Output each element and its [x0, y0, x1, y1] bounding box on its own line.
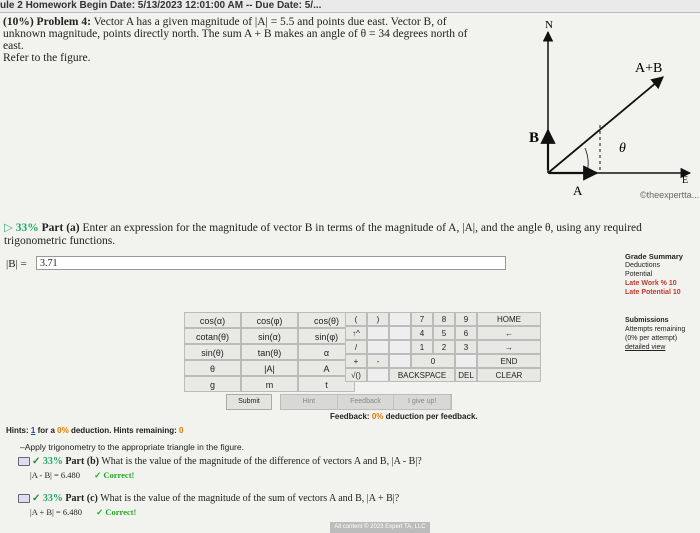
part-c-answer-row — [30, 507, 136, 518]
key-blank — [389, 312, 411, 326]
hints-pct: 0% — [57, 426, 69, 435]
mail-icon — [18, 457, 30, 466]
per-attempt: (0% per attempt) — [625, 335, 678, 342]
key-divide[interactable]: / — [345, 340, 367, 354]
func-button[interactable]: cos(θ) — [298, 312, 355, 328]
east-label: E — [682, 175, 689, 186]
theta-label: θ — [619, 141, 626, 156]
key-3[interactable]: 3 — [455, 340, 477, 354]
key-power[interactable]: ↑^ — [345, 326, 367, 340]
key-sqrt[interactable]: √() — [345, 368, 367, 382]
angle-arc — [585, 148, 588, 173]
b-label: B — [529, 130, 540, 146]
grade-potential: Potential — [625, 271, 653, 278]
part-a-pct: 33% — [15, 222, 39, 234]
part-b-label: Part (b) — [65, 456, 99, 467]
key-blank — [455, 354, 477, 368]
func-button[interactable]: g — [184, 376, 241, 392]
key-9[interactable]: 9 — [455, 312, 477, 326]
grade-late-potential: Late Potential 10 — [625, 289, 681, 296]
func-button[interactable]: m — [241, 376, 298, 392]
part-c-status: ✓ Correct! — [96, 507, 137, 517]
func-button[interactable]: α — [298, 344, 355, 360]
grade-deductions: Deductions — [625, 262, 661, 269]
topbar-title: ule 2 Homework Begin Date: 5/13/2023 12:01:00 AM -- Due Date: 5/... — [0, 0, 322, 11]
key-1[interactable]: 1 — [411, 340, 433, 354]
sum-label: A+B — [635, 61, 663, 76]
detailed-view-link[interactable]: detailed view — [625, 344, 666, 351]
give-up-button[interactable]: I give up! — [394, 395, 451, 409]
grade-late-work: Late Work % 10 — [625, 280, 677, 287]
func-button[interactable]: t — [298, 376, 355, 392]
func-button[interactable]: sin(φ) — [298, 328, 355, 344]
part-b-answer: |A - B| = 6.480 — [30, 470, 80, 480]
key-4[interactable]: 4 — [411, 326, 433, 340]
part-b-status: ✓ Correct! — [94, 470, 135, 480]
part-c-pct: 33% — [42, 493, 63, 504]
grade-summary — [625, 252, 700, 297]
part-a-question — [4, 222, 694, 248]
check-icon: ✓ — [32, 493, 41, 504]
part-b-answer-row — [30, 470, 134, 481]
part-b-pct: 33% — [42, 456, 63, 467]
key-left-arrow[interactable]: ← — [477, 326, 541, 340]
part-c-label: Part (c) — [65, 493, 98, 504]
func-button[interactable]: |A| — [241, 360, 298, 376]
sum-vector — [548, 77, 663, 173]
func-button[interactable]: cos(α) — [184, 312, 241, 328]
submissions-title: Submissions — [625, 317, 669, 324]
hint-button[interactable]: Hint — [281, 395, 338, 409]
key-5[interactable]: 5 — [433, 326, 455, 340]
problem-weight: (10%) — [3, 16, 34, 28]
part-b-question — [18, 456, 422, 468]
key-minus[interactable]: - — [367, 354, 389, 368]
key-2[interactable]: 2 — [433, 340, 455, 354]
feedback-label: Feedback: — [330, 412, 370, 421]
mail-icon — [18, 494, 30, 503]
action-bar — [280, 394, 452, 410]
key-open-paren[interactable]: ( — [345, 312, 367, 326]
a-label: A — [573, 183, 583, 198]
key-blank — [367, 368, 389, 382]
key-right-arrow[interactable]: → — [477, 340, 541, 354]
part-a-label: Part (a) — [41, 222, 80, 234]
key-blank — [389, 340, 411, 354]
key-del[interactable]: DEL — [455, 368, 477, 382]
function-palette — [184, 312, 355, 392]
key-backspace[interactable]: BACKSPACE — [389, 368, 455, 382]
func-button[interactable]: cotan(θ) — [184, 328, 241, 344]
feedback-pct: 0% — [371, 412, 384, 421]
key-clear[interactable]: CLEAR — [477, 368, 541, 382]
hints-for-a: for a — [37, 426, 55, 435]
hints-label: Hints: — [6, 426, 29, 435]
hints-remaining: 0 — [178, 426, 184, 435]
feedback-rest: deduction per feedback. — [385, 412, 478, 421]
hints-rest: deduction. Hints remaining: — [70, 426, 177, 435]
key-blank — [367, 326, 389, 340]
attempts-remaining: Attempts remaining — [625, 326, 686, 333]
check-icon: ✓ — [32, 456, 41, 467]
func-button[interactable]: cos(φ) — [241, 312, 298, 328]
vector-figure — [515, 10, 700, 200]
key-7[interactable]: 7 — [411, 312, 433, 326]
problem-refer: Refer to the figure. — [3, 52, 91, 64]
key-plus[interactable]: + — [345, 354, 367, 368]
problem-text: Vector A has a given magnitude of |A| = 5.5 and points due east. Vector B, of unknown magnitude, points directly north. The sum A + B makes an angle of θ = 34 degrees north of east. — [3, 16, 468, 52]
part-c-question — [18, 493, 399, 505]
answer-input[interactable]: 3.71 — [36, 256, 506, 270]
expand-triangle-icon[interactable]: ▷ — [4, 222, 13, 234]
key-8[interactable]: 8 — [433, 312, 455, 326]
part-b-text: What is the value of the magnitude of the difference of vectors A and B, |A - B|? — [101, 456, 422, 467]
hints-count[interactable]: 1 — [30, 426, 36, 435]
hints-line — [6, 426, 183, 435]
keypad — [345, 312, 541, 382]
problem-label: Problem 4: — [36, 16, 91, 28]
key-close-paren[interactable]: ) — [367, 312, 389, 326]
feedback-button[interactable]: Feedback — [338, 395, 395, 409]
part-c-answer: |A + B| = 6.480 — [30, 507, 82, 517]
func-button[interactable]: sin(θ) — [184, 344, 241, 360]
north-label: N — [545, 19, 553, 31]
key-0[interactable]: 0 — [411, 354, 455, 368]
copyright-text: ©theexpertta... — [640, 190, 700, 200]
answer-label: |B| = — [6, 258, 27, 270]
grade-title: Grade Summary — [625, 252, 683, 261]
hint-text: –Apply trigonometry to the appropriate triangle in the figure. — [20, 442, 244, 452]
func-button[interactable]: tan(θ) — [241, 344, 298, 360]
feedback-line — [330, 412, 478, 421]
problem-statement — [3, 16, 483, 64]
key-blank — [389, 326, 411, 340]
part-a-text: Enter an expression for the magnitude of vector B in terms of the magnitude of A, |A|, and the angle θ, using any required trigonometric functions. — [4, 222, 642, 247]
func-button[interactable]: sin(α) — [241, 328, 298, 344]
footer: All content © 2023 Expert TA, LLC — [330, 522, 430, 533]
key-blank — [367, 340, 389, 354]
key-end[interactable]: END — [477, 354, 541, 368]
part-c-text: What is the value of the magnitude of the sum of vectors A and B, |A + B|? — [100, 493, 400, 504]
key-6[interactable]: 6 — [455, 326, 477, 340]
func-button[interactable]: A — [298, 360, 355, 376]
func-button[interactable]: θ — [184, 360, 241, 376]
key-home[interactable]: HOME — [477, 312, 541, 326]
submit-button[interactable]: Submit — [226, 394, 272, 410]
key-blank — [389, 354, 411, 368]
submissions-panel — [625, 316, 700, 352]
